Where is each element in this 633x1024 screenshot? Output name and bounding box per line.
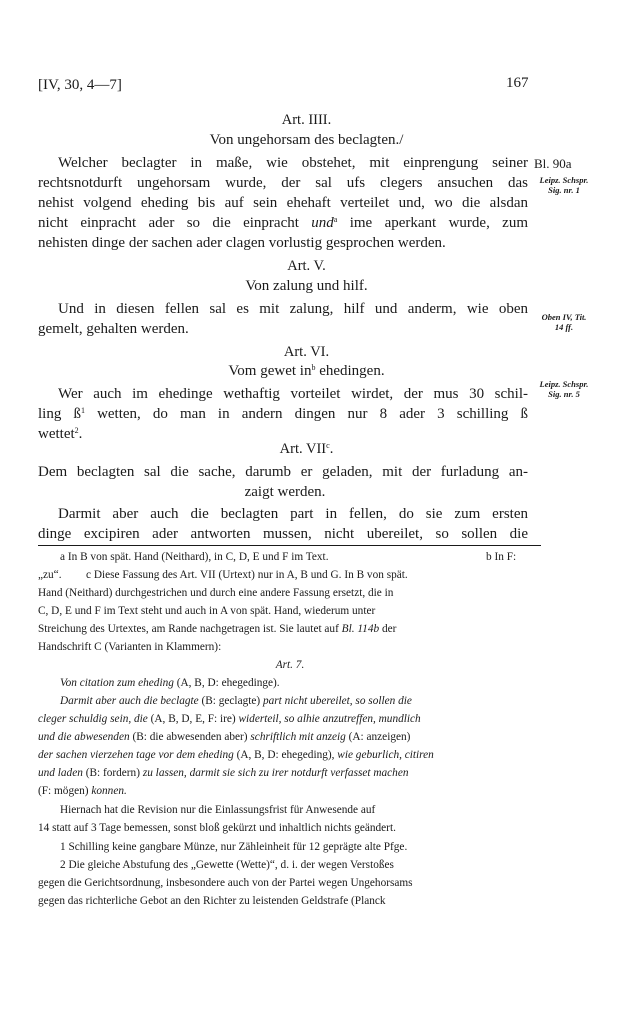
footnote-b-text: „zu“. xyxy=(38,569,62,581)
margin-reference xyxy=(534,379,594,399)
running-head: [IV, 30, 4—7] xyxy=(38,77,122,93)
text-roman: (B: fordern) xyxy=(85,767,140,779)
margin-ref-line: Leipz. Schspr. xyxy=(539,379,589,389)
footnote-c-line: Hand (Neithard) durchgestrichen und durch eine andere Fassung ersetzt, die in xyxy=(38,587,394,599)
variant-line xyxy=(38,747,434,765)
footnote-a: a In B von spät. Hand (Neithard), in C, D, E und F im Text. xyxy=(60,551,329,563)
margin-ref-line: Oben IV, Tit. xyxy=(541,312,587,322)
text-roman: (A, B, D: ehegedinge). xyxy=(176,677,280,689)
margin-ref-line: Leipz. Schspr. xyxy=(539,175,589,185)
art5-line: gemelt, gehalten werden. xyxy=(38,321,189,337)
art6-subtitle xyxy=(0,363,613,380)
variant-line xyxy=(60,675,280,693)
footnote-c-line xyxy=(38,621,396,639)
text-part: . xyxy=(78,426,83,442)
text-italic: part nicht ubereilet, so sollen die xyxy=(262,695,412,707)
footnote-c-line: Handschrift C (Varianten in Klammern): xyxy=(38,641,222,653)
revision-note: Hiernach hat die Revision nur die Einlassungsfrist für Anwesende auf xyxy=(60,804,376,816)
footnote-marker-a: a xyxy=(333,215,338,224)
art7-line: Dem beclagten sal die sache, darumb er geladen, mit der furladung an- xyxy=(38,464,528,480)
revision-note: 14 statt auf 3 Tage bemessen, sonst bloß gekürzt und inhaltlich nichts geändert. xyxy=(38,822,396,834)
margin-folio: Bl. 90a xyxy=(534,156,572,171)
variant-line xyxy=(60,693,412,711)
art4-line-part: ime aperkant wurde, zum xyxy=(349,215,529,231)
title-part: . xyxy=(329,441,334,457)
footnote-rule xyxy=(38,545,541,546)
footnote-2: 2 Die gleiche Abstufung des „Gewette (Wette)“, d. i. der wegen Verstoßes xyxy=(60,859,394,871)
subtitle-part: ehedingen. xyxy=(315,363,385,379)
art4-line: Welcher beclagter in maße, wie obstehet, mit einprengung seiner xyxy=(58,155,528,171)
text-italic: Darmit aber auch die beclagte xyxy=(60,695,199,707)
art4-line-with-note xyxy=(38,213,528,233)
variant-line xyxy=(38,783,127,801)
art4-subtitle: Von ungehorsam des beclagten./ xyxy=(209,132,404,148)
subtitle-part: Vom gewet in xyxy=(228,363,312,379)
text-roman: (F: mögen) xyxy=(38,785,89,797)
schilling-sign: ß xyxy=(520,406,529,422)
variant-art-heading: Art. 7. xyxy=(275,659,305,671)
text-italic: und die abwesenden xyxy=(38,731,130,743)
variant-line xyxy=(38,729,410,747)
text-part: Streichung des Urtextes, am Rande nachgetragen ist. Sie lautet auf xyxy=(38,623,339,635)
art5-line: Und in diesen fellen sal es mit zalung, hilf und anderm, wie oben xyxy=(58,301,528,317)
text-italic: Von citation zum eheding xyxy=(60,677,174,689)
art4-line: nehist volgend eheding bis auf sein ehehaft verteilet und, wo die alsdan xyxy=(38,195,528,211)
art6-line xyxy=(38,404,528,424)
art7-line: zaigt werden. xyxy=(244,484,326,500)
text-italic: der sachen vierzehen tage vor dem eheding xyxy=(38,749,234,761)
text-italic: konnen. xyxy=(91,785,127,797)
footnote-marker-c: c xyxy=(326,441,330,450)
text-roman: (A: anzeigen) xyxy=(348,731,411,743)
text-italic: und laden xyxy=(38,767,83,779)
text-part: der xyxy=(381,623,397,635)
title-part: Art. VII xyxy=(279,441,327,457)
art6-title: Art. VI. xyxy=(283,344,330,360)
footnote-marker-2: 2 xyxy=(74,426,79,435)
text-roman: (A, B, D: ehegeding), xyxy=(236,749,335,761)
variant-line xyxy=(38,711,421,729)
footnote-2-line: gegen das richterliche Gebot an den Richter zu leistenden Geldstrafe (Planck xyxy=(38,895,386,907)
footnote-1: 1 Schilling keine gangbare Münze, nur Zähleinheit für 12 geprägte alte Pfge. xyxy=(60,841,408,853)
text-roman: (B: geclagte) xyxy=(201,695,261,707)
text-part: ling xyxy=(38,406,62,422)
margin-reference xyxy=(534,312,594,332)
art4-line: rechtsnotdurft ungehorsam wurde, der sal ufs clegers ansuchen das xyxy=(38,175,528,191)
footnote-c-line: C, D, E und F im Text steht und auch in A von spät. Hand, wiederum unter xyxy=(38,605,376,617)
footnote-marker-b: b xyxy=(311,363,316,372)
variant-line xyxy=(38,765,408,783)
margin-reference xyxy=(534,175,594,195)
footnote-c: c Diese Fassung des Art. VII (Urtext) nur in A, B und G. In B von spät. xyxy=(86,569,408,581)
text-part: wettet xyxy=(38,426,75,442)
footnote-b: b In F: xyxy=(486,551,517,563)
text-part-italic: Bl. 114b xyxy=(341,623,380,635)
text-italic: zu lassen, darmit sie sich zu irer notdurft verfasset machen xyxy=(142,767,409,779)
art4-line-italic: und xyxy=(311,215,334,231)
margin-ref-line: 14 ff. xyxy=(554,322,574,332)
text-roman: (B: die abwesenden aber) xyxy=(132,731,248,743)
text-part: wetten, do man in andern dingen nur 8 ader 3 schilling xyxy=(97,406,509,422)
text-italic: wie geburlich, citiren xyxy=(337,749,434,761)
margin-ref-line: Sig. nr. 1 xyxy=(548,185,580,195)
art7-title xyxy=(0,441,613,458)
art7-line: dinge excipiren ader antworten mussen, nicht ubereilet, so sollen die xyxy=(38,526,528,542)
text-italic: schriftlich mit anzeig xyxy=(250,731,346,743)
art5-subtitle: Von zalung und hilf. xyxy=(245,278,368,294)
footnote-marker-1: 1 xyxy=(80,406,85,415)
art7-line: Darmit aber auch die beclagten part in fellen, do sie zum ersten xyxy=(58,506,528,522)
text-italic: widerteil, so alhie anzutreffen, mundlich xyxy=(238,713,421,725)
footnote-2-line: gegen die Gerichtsordnung, insbesondere auch von der Partei wegen Ungehorsams xyxy=(38,877,413,889)
art5-title: Art. V. xyxy=(287,258,326,274)
art4-line: nehisten dinge der sachen ader clagen vorlustig gesprochen werden. xyxy=(38,235,446,251)
text-roman: (A, B, D, E, F: ire) xyxy=(150,713,236,725)
art6-line: Wer auch im ehedinge wethaftig vorteilet wirdet, der mus 30 schil- xyxy=(58,386,528,402)
art4-title: Art. IIII. xyxy=(281,112,332,128)
schilling-sign: ß xyxy=(73,406,81,422)
margin-ref-line: Sig. nr. 5 xyxy=(548,389,580,399)
text-italic: cleger schuldig sein, die xyxy=(38,713,148,725)
art4-line-part: nicht einpracht ader so die einpracht xyxy=(38,215,299,231)
page-number: 167 xyxy=(506,75,529,91)
